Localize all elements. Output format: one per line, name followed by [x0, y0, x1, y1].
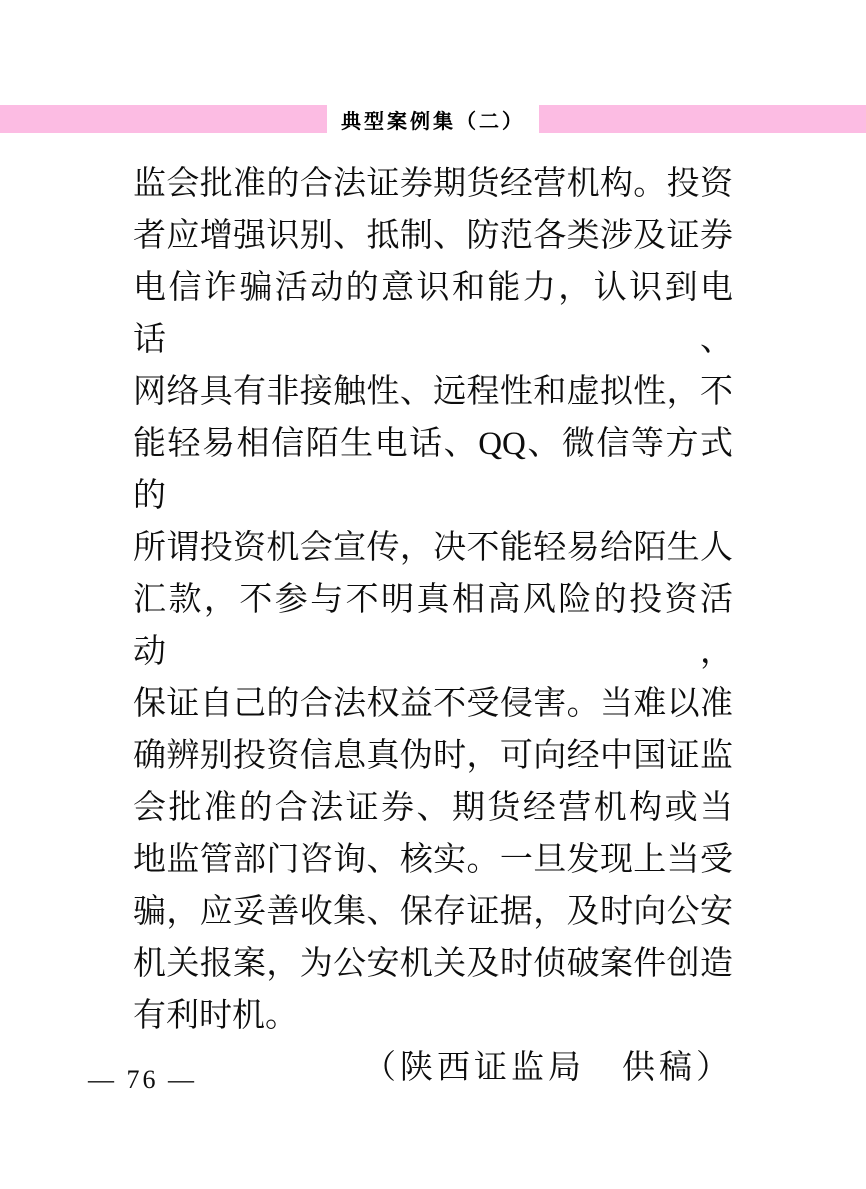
- text-line: 所谓投资机会宣传，决不能轻易给陌生人: [133, 530, 733, 566]
- body-text: [133, 158, 733, 1094]
- header-band-right: [539, 105, 866, 133]
- text-line: 保证自己的合法权益不受侵害。当难以准: [133, 686, 733, 722]
- page-title: 典型案例集（二）: [327, 105, 539, 133]
- text-line: 骗，应妥善收集、保存证据，及时向公安: [133, 894, 733, 930]
- text-line: 网络具有非接触性、远程性和虚拟性，不: [133, 374, 733, 410]
- text-line: 有利时机。: [133, 998, 298, 1034]
- page-header: [0, 105, 866, 133]
- page-number: — 76 —: [88, 1065, 197, 1094]
- body-lines: [133, 158, 733, 1042]
- text-line: 汇款，不参与不明真相高风险的投资活动，: [133, 582, 733, 670]
- text-line: 监会批准的合法证券期货经营机构。投资: [133, 166, 733, 202]
- text-line: 机关报案，为公安机关及时侦破案件创造: [133, 946, 733, 982]
- text-line: 电信诈骗活动的意识和能力，认识到电话、: [133, 270, 733, 358]
- text-line: 会批准的合法证券、期货经营机构或当: [133, 790, 733, 826]
- attribution: （陕西证监局 供稿）: [363, 1050, 733, 1086]
- text-line: 地监管部门咨询、核实。一旦发现上当受: [133, 842, 733, 878]
- text-line: 者应增强识别、抵制、防范各类涉及证券: [133, 218, 733, 254]
- text-line: 确辨别投资信息真伪时，可向经中国证监: [133, 738, 733, 774]
- header-band-left: [0, 105, 327, 133]
- text-line: 能轻易相信陌生电话、QQ、微信等方式的: [133, 426, 733, 514]
